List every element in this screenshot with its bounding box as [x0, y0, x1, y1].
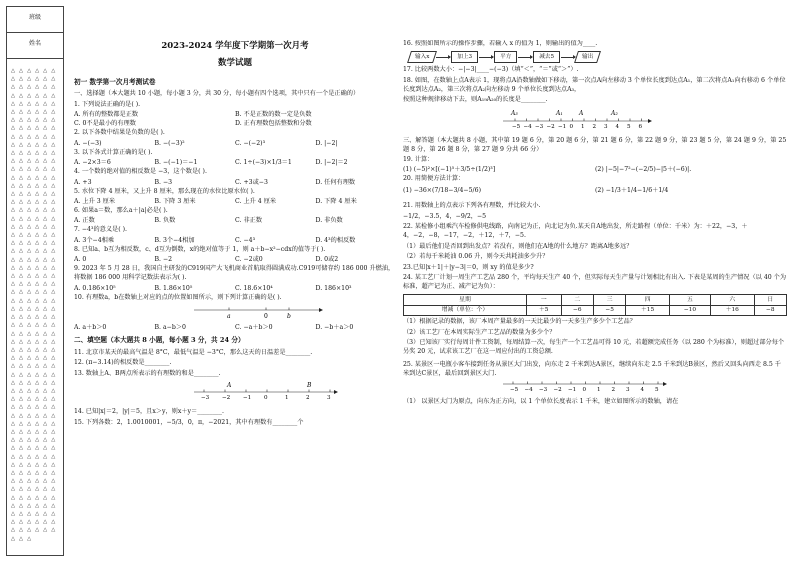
- section3-heading: 三、解答题（本大题共 8 小题，其中第 19 题 6 分，第 20 题 6 分，第 21 题 6 分，第 22 题 9 分，第 23 题 5 分，第 24 题 9 分，第 25 题 8 分，第 26 题 8 分，第 27 题 9 分共 66 分）: [403, 136, 787, 153]
- table-cell: 星期: [404, 295, 527, 305]
- option[interactable]: C. +3或−3: [235, 178, 268, 186]
- q22-part-1: （1）最后他们是否回到出发点？若没有，则他们在A地的什么地方？距离A地多远？: [403, 242, 633, 250]
- point-a-label: a: [227, 313, 231, 321]
- tick-label: −3: [535, 123, 544, 130]
- tick-label: 5: [627, 123, 631, 130]
- tick-label: 2: [611, 387, 616, 394]
- option[interactable]: D. −b＋a＞0: [315, 324, 354, 332]
- tick-label: 6: [638, 123, 643, 130]
- table-row: [404, 305, 787, 315]
- q24-part-1: （1）根据记录的数据，该厂本周产量最多的一天比最少的一天多生产多少个工艺品？: [403, 318, 636, 326]
- q7-options: [74, 237, 396, 246]
- tick-label: 0: [569, 123, 574, 130]
- q1-options: [74, 111, 396, 120]
- tick-label: 1: [285, 395, 289, 402]
- tick-label: −1: [568, 387, 577, 394]
- option[interactable]: A. 正数: [74, 217, 95, 225]
- q19-part-1: (1) (−5)²×[(−1)⁵＋3/5÷(1/2)³]: [403, 166, 496, 174]
- question-10: 10. 有理数a，b在数轴上对应的点的位置如图所示，则下列计算正确的是( ).: [74, 293, 282, 301]
- table-header-row: [404, 295, 787, 305]
- tick-label: 3: [604, 123, 608, 130]
- table-cell: −6: [561, 305, 593, 315]
- option[interactable]: B. 下降 3 厘米: [154, 198, 196, 205]
- question-9: 9. 2023 年 5 月 28 日，我国自主研发的C919国产大飞机商业首航取得圆满成功.C919可储存约 186 000 升燃油，将数据 186 000 用科学记数法表示为( ).: [74, 265, 395, 282]
- q19-part-2: (2) |−5|−7²−(−2/5)−|5＋(−6)|.: [595, 166, 692, 174]
- option[interactable]: B. 3个−4相加: [154, 236, 195, 244]
- option[interactable]: C. 上升 4 厘米: [235, 198, 277, 205]
- point-A1-label: A₁: [556, 109, 563, 117]
- option[interactable]: B. 1.86×10⁵: [154, 284, 193, 292]
- tick-label: 3: [327, 395, 331, 402]
- tick-label: −5: [510, 387, 519, 394]
- left-column: [74, 38, 396, 558]
- table-cell: 四: [626, 295, 669, 305]
- section2-heading: 二、填空题（本大题共 8 小题，每小题 3 分，共 24 分）: [74, 336, 245, 345]
- point-A-label: A: [227, 382, 232, 390]
- option[interactable]: D. 下降 4 厘米: [315, 198, 357, 205]
- tick-label: −4: [524, 387, 533, 394]
- option[interactable]: D. |−2|＝2: [315, 159, 348, 167]
- table-cell: ＋5: [526, 305, 561, 315]
- option[interactable]: B. −2: [154, 256, 173, 264]
- option[interactable]: D. 0或2: [315, 256, 339, 264]
- tick-label: 1: [581, 123, 585, 130]
- question-18-cont: 按照这种规律移动下去，则A₁₉A₂₀的长度是________.: [403, 96, 548, 104]
- option[interactable]: C. 18.6×10⁴: [235, 284, 273, 292]
- section1-heading: 一、选择题（本大题共 10 小题，每小题 3 分，共 30 分，每小题有四个选项，其中只有一个是正确的）: [74, 90, 360, 98]
- option[interactable]: B. −(−3)²: [154, 139, 185, 147]
- flow-arrow: [436, 57, 450, 58]
- q25-number-line: [403, 380, 783, 394]
- table-cell: 二: [561, 295, 593, 305]
- tick-label: −5: [512, 123, 521, 130]
- flow-arrow: [479, 57, 493, 58]
- exam-subject: 数学试题: [217, 58, 252, 69]
- option[interactable]: A. −2×3＝6: [74, 159, 111, 167]
- tick-label: −4: [523, 123, 532, 130]
- question-17: 17. 比较两数大小：−|−3|____−(−3)（填“＜”，“＝”或“＞”）.: [403, 66, 579, 74]
- option[interactable]: C. 0不是最小的有理数: [74, 120, 136, 128]
- q3-options: [74, 159, 396, 168]
- exam-title: 2023-2024 学年度下学期第一次月考: [161, 41, 309, 51]
- option[interactable]: B. 不是正数的数一定是负数: [235, 111, 312, 119]
- q22-part-2: （2）若每千米耗油 0.06 升，则今天共耗油多少升？: [403, 253, 549, 261]
- tick-label: 4: [640, 387, 645, 394]
- option[interactable]: D. 正有理数包括整数和分数: [235, 120, 312, 128]
- option[interactable]: C. −(−2)³: [235, 139, 266, 147]
- q25-part-1: （1） 以景区大门为原点，向东为正方向，以 1 个单位长度表示 1 千米，建立如图所示的数轴，请在: [403, 398, 679, 406]
- flow-arrow: [561, 57, 575, 58]
- tick-label: −2: [546, 123, 555, 130]
- point-B-label: B: [307, 382, 312, 390]
- q9-options: [74, 285, 396, 294]
- point-A3-label: A₃: [511, 109, 518, 117]
- option[interactable]: A. a＋b＞0: [74, 324, 107, 332]
- tick-label: 1: [597, 387, 601, 394]
- tick-label: 5: [655, 387, 659, 394]
- option[interactable]: D. |−2|: [315, 139, 338, 147]
- q13-number-line: [74, 380, 394, 404]
- class-field[interactable]: 班级: [7, 7, 63, 33]
- option[interactable]: B. −3: [154, 178, 173, 186]
- flow-step-add: 加上3: [451, 51, 478, 63]
- point-A2-label: A₂: [611, 109, 618, 117]
- option[interactable]: D. 4³的相反数: [315, 236, 356, 244]
- option[interactable]: B. a−b＞0: [154, 324, 186, 332]
- question-11: 11. 北京市某天的最高气温是 8°C，最低气温是 −3°C，那么这天的日温差是________.: [74, 348, 313, 356]
- option[interactable]: D. 非负数: [315, 217, 343, 225]
- option[interactable]: A. 0: [74, 256, 87, 264]
- q18-number-line: [403, 107, 783, 133]
- question-18: 18. 如图，在数轴上点A表示 1，现将点A沿数轴做如下移动，第一次点A向左移动 3 个单位长度到达点A₁，第二次将点A₁向右移动 6 个单位长度到达点A₂，第三次将点A₂向左移动 9 个单位长度到达点A₃，: [403, 76, 786, 93]
- production-table: [403, 294, 787, 316]
- tick-label: 0: [264, 395, 268, 402]
- flow-arrow: [518, 57, 532, 58]
- option[interactable]: A. +3: [74, 178, 92, 186]
- tick-label: −1: [243, 395, 252, 402]
- table-cell: ＋15: [626, 305, 669, 315]
- table-cell: 三: [593, 295, 625, 305]
- option[interactable]: A. 所有的整数都是正数: [74, 111, 139, 119]
- table-cell: 日: [754, 295, 786, 305]
- table-cell: 一: [526, 295, 561, 305]
- option[interactable]: A. 上升 3 厘米: [74, 198, 116, 205]
- table-cell: ＋16: [711, 305, 754, 315]
- q24-part-2: （2）该工艺厂在本周实际生产工艺品的数量为多少个？: [403, 328, 556, 336]
- option[interactable]: D. 任何有理数: [315, 178, 356, 186]
- question-21: 21. 用数轴上的点表示下列各有理数，并比较大小.: [403, 202, 541, 210]
- q10-options: [74, 324, 396, 333]
- question-5: 5. 水位下降 4 厘米，又上升 8 厘米，那么现在的水位比原水位( ).: [74, 187, 255, 195]
- tick-label: −1: [558, 123, 567, 130]
- table-cell: 五: [669, 295, 710, 305]
- question-2: 2. 以下各数中结果是负数的是( ).: [74, 129, 165, 137]
- question-4: 4. 一个数的绝对值的相反数是 −3，这个数是( ).: [74, 168, 207, 176]
- flow-step-subtract: 减去5: [533, 51, 560, 63]
- operation-flowchart: [409, 51, 787, 63]
- question-19: 19. 计算：: [403, 155, 434, 163]
- option[interactable]: A. −(−3): [74, 139, 102, 147]
- q2-options: [74, 140, 396, 149]
- question-3: 3. 以下各式计算正确的是( ).: [74, 148, 153, 156]
- q20-part-1: (1) −36×(7/18−3/4−5/6): [403, 187, 481, 195]
- q24-part-3: （3）已知该厂实行每周计件工资制，每周结算一次，每生产一个工艺品可得 10 元，若超额完成任务（以 280 个为标准），则超过部分每个另奖 20 元，试求该工艺厂在这一周应付出的工资总额.: [403, 339, 785, 356]
- question-15: 15. 下列各数：2，1.0010001，−5/3，0，π，−2021，其中有理数有________个: [74, 418, 304, 426]
- option[interactable]: C. −2或0: [235, 256, 263, 264]
- q5-options: [74, 198, 396, 207]
- origin-label: 0: [264, 313, 268, 321]
- q10-number-line: [74, 304, 394, 320]
- option[interactable]: D. 186×10³: [315, 284, 352, 292]
- tick-label: 4: [615, 123, 620, 130]
- question-6: 6. 如果a＝数，那么a＋|a|必是( ).: [74, 206, 168, 214]
- q1-options: [74, 120, 396, 129]
- option[interactable]: C. 非正数: [235, 217, 263, 225]
- tick-label: −2: [222, 395, 231, 402]
- question-25: 25. 某景区一电瓶小客车接到任务从景区大门出发，向东走 2 千米到达A景区，继续向东走 2.5 千米到达B景区，然后又回头向西走 8.5 千米到达C景区，最后回到景区大门.: [403, 361, 781, 377]
- table-cell: −8: [754, 305, 786, 315]
- option[interactable]: B. −(−1)＝−1: [154, 159, 198, 167]
- option[interactable]: C. −4³: [235, 236, 256, 244]
- option[interactable]: A. 3个−4相乘: [74, 236, 115, 244]
- right-column: [403, 40, 787, 560]
- point-b-label: b: [287, 313, 291, 321]
- table-cell: 六: [711, 295, 754, 305]
- point-A-label: A: [579, 109, 584, 117]
- table-cell: −5: [593, 305, 625, 315]
- question-24: 24. 某工艺厂计划一周生产工艺品 280 个，平均每天生产 40 个，但实际每天生产量与计划相比有出入. 下表是某周的生产情况（以 40 个为标准，超产记为正、减产记为负）：: [403, 274, 787, 291]
- tick-label: −3: [539, 387, 548, 394]
- flow-input: 输入x: [407, 51, 437, 63]
- question-23: 23.已知|x＋1|＋|y−3|＝0，则 xy 的值是多少?: [403, 263, 534, 271]
- table-cell: 增减（单位：个）: [404, 305, 527, 315]
- question-7: 7. −4³的意义是( ).: [74, 226, 127, 234]
- tick-label: −3: [201, 395, 210, 402]
- question-14: 14. 已知|x|＝2，|y|＝5，且x＞y，则x＋y＝________.: [74, 408, 224, 416]
- tick-label: 3: [626, 387, 630, 394]
- q21-numbers: −1/2，−3.5，4，−9/2，−5: [403, 212, 487, 220]
- flow-step-square: 平方: [494, 51, 517, 63]
- option[interactable]: B. 负数: [154, 217, 176, 225]
- table-cell: −10: [669, 305, 710, 315]
- question-13: 13. 数轴上A、B两点所表示的有理数的和是________.: [74, 369, 221, 377]
- tick-label: −2: [553, 387, 562, 394]
- question-22: 22. 某检修小组乘汽车检修供电线路，向南记为正，向北记为负.某天自A地出发，所走路程（单位：千米）为：＋22，−3，＋4，−2，−8，−17，−2，＋12，＋7，−5.: [403, 223, 748, 240]
- q20-part-2: (2) −1/3＋1/4−1/6＋1/4: [595, 187, 669, 195]
- exam-name: 初一 数学第一次月考测试卷: [74, 77, 156, 86]
- option[interactable]: A. 0.186×10⁵: [74, 284, 116, 292]
- tick-label: 0: [582, 387, 587, 394]
- question-12: 12. (π−3.14)的相反数是________.: [74, 359, 172, 367]
- student-info-sidebar: [6, 6, 64, 556]
- q20-parts: [403, 187, 787, 196]
- tick-label: 2: [592, 123, 597, 130]
- option[interactable]: C. 1÷(−3)×1/3＝1: [235, 159, 292, 167]
- flow-output: 输出: [574, 51, 601, 63]
- seal-line-pattern: △ △ △ △ △ △ △ △ △ △ △ △ △ △ △ △ △ △ △ △ △ △ △ △ △ △ △ △ △ △ △ △ △ △ △ △ △ △ △ △ △ △ △ △ △ △ △ △ △ △ △ △ △ △ △ △ △ △ △ △ △ △ △ △ △ △ △ △ △ △ △ △ △ △ △ △ △ △ △ △ △ △ △ △ △ △ △ △ △ △ △ △ △ △ △ △ △ △ △ △ △ △ △ △ △ △ △ △ △ △ △ △ △ △ △ △ △ △ △ △ △ △ △ △ △ △ △ △ △ △ △ △ △ △ △ △ △ △ △ △ △ △ △ △ △ △ △ △ △ △ △ △ △ △ △ △ △ △ △ △ △ △ △ △ △ △ △ △ △ △ △ △ △ △ △ △ △ △ △ △ △ △ △ △ △ △ △ △ △ △ △ △ △ △ △ △ △ △ △ △ △ △ △ △ △ △ △ △ △ △ △ △ △ △ △ △ △ △ △ △ △ △ △ △ △ △ △ △ △ △ △ △ △ △ △ △ △ △ △ △ △ △ △ △ △ △ △ △ △ △ △ △ △ △ △ △ △ △ △ △ △ △ △ △ △ △ △ △ △ △ △ △ △ △ △ △ △ △ △ △ △ △ △ △ △ △ △ △ △ △ △ △ △ △ △ △ △ △ △ △ △ △ △ △ △ △ △ △ △ △ △ △ △ △ △ △ △ △ △ △ △ △ △ △ △ △ △ △ △ △ △ △ △ △ △ △ △ △ △ △ △ △ △ △ △: [11, 68, 57, 542]
- q4-options: [74, 179, 396, 188]
- question-16: 16. 按照如图所示的操作步骤，若输入 x 的值为 1，则输出的值为____.: [403, 40, 598, 47]
- question-20: 20. 用简便方法计算：: [403, 175, 465, 183]
- option[interactable]: C. −a＋b＞0: [235, 324, 273, 332]
- name-field[interactable]: 姓名: [7, 33, 63, 59]
- tick-label: 2: [306, 395, 310, 402]
- question-1: 1. 下列说法正确的是( ).: [74, 100, 141, 108]
- question-8: 8. 已知a、b互为相反数，c、d互为倒数，x的绝对值等于 1，则 a＋b−x²−cdx的值等于( ).: [74, 245, 326, 253]
